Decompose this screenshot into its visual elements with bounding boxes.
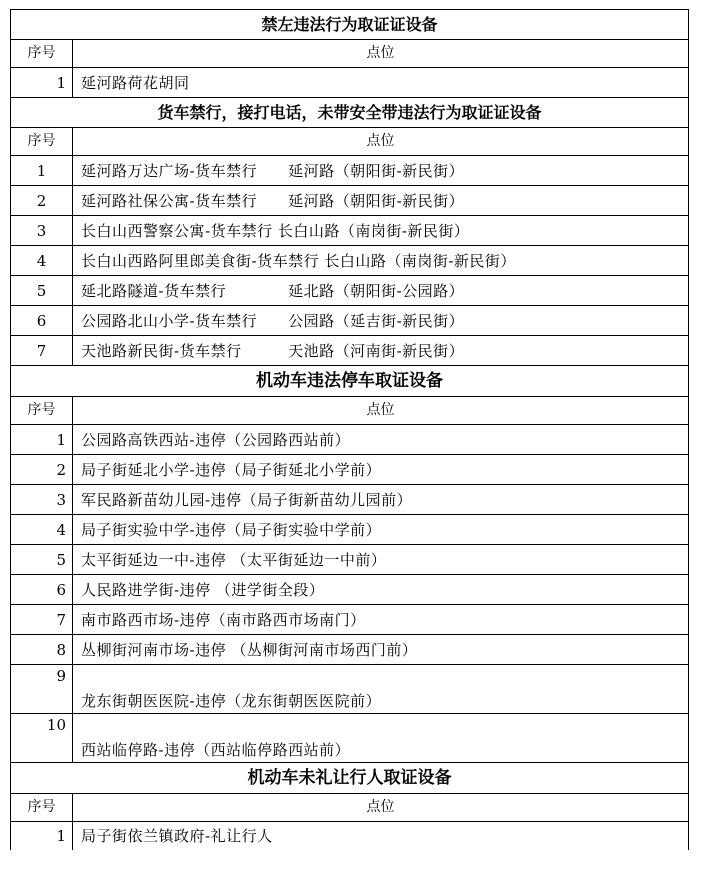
row-location: 长白山西路阿里郎美食街-货车禁行 长白山路（南岗街-新民街）: [73, 246, 689, 276]
table-row: [11, 186, 689, 216]
table-row: [11, 575, 689, 605]
row-location: 西站临停路-违停（西站临停路西站前）: [73, 714, 689, 763]
row-index: 2: [11, 186, 73, 216]
section-title: 货车禁行，接打电话，未带安全带违法行为取证证设备: [11, 98, 689, 128]
row-location: 天池路新民街-货车禁行 天池路（河南街-新民街）: [73, 336, 689, 366]
row-location: 军民路新苗幼儿园-违停（局子街新苗幼儿园前）: [73, 485, 689, 515]
table-row: [11, 822, 689, 851]
row-index: 1: [11, 68, 73, 98]
row-index: 5: [11, 545, 73, 575]
section-title-row: [11, 98, 689, 128]
row-location: 人民路进学街-违停 （进学街全段）: [73, 575, 689, 605]
table-row: [11, 156, 689, 186]
table-row: [11, 216, 689, 246]
table-row: [11, 246, 689, 276]
table-row: [11, 665, 689, 714]
location-header: 点位: [73, 128, 689, 156]
row-index: 3: [11, 485, 73, 515]
row-index: 6: [11, 575, 73, 605]
table-row: [11, 635, 689, 665]
row-index: 2: [11, 455, 73, 485]
row-index: 8: [11, 635, 73, 665]
column-header-row: [11, 128, 689, 156]
row-location: 丛柳街河南市场-违停 （丛柳街河南市场西门前）: [73, 635, 689, 665]
index-header: 序号: [11, 128, 73, 156]
row-index: 10: [11, 714, 73, 763]
row-index: 3: [11, 216, 73, 246]
table-row: [11, 515, 689, 545]
index-header: 序号: [11, 794, 73, 822]
row-index: 9: [11, 665, 73, 714]
row-location: 公园路高铁西站-违停（公园路西站前）: [73, 425, 689, 455]
row-location: 龙东街朝医医院-违停（龙东街朝医医院前）: [73, 665, 689, 714]
table-row: [11, 336, 689, 366]
section-title: 禁左违法行为取证证设备: [11, 10, 689, 40]
table-row: [11, 714, 689, 763]
row-location: 局子街依兰镇政府-礼让行人: [73, 822, 689, 851]
column-header-row: [11, 397, 689, 425]
section-title-row: [11, 10, 689, 40]
row-index: 6: [11, 306, 73, 336]
row-index: 4: [11, 246, 73, 276]
row-index: 7: [11, 605, 73, 635]
location-header: 点位: [73, 40, 689, 68]
row-location: 延北路隧道-货车禁行 延北路（朝阳街-公园路）: [73, 276, 689, 306]
table-row: [11, 276, 689, 306]
row-location: 局子街延北小学-违停（局子街延北小学前）: [73, 455, 689, 485]
table-row: [11, 425, 689, 455]
row-index: 4: [11, 515, 73, 545]
section-title-row: [11, 763, 689, 794]
row-index: 1: [11, 822, 73, 851]
index-header: 序号: [11, 397, 73, 425]
section-title-row: [11, 366, 689, 397]
device-location-table: [10, 9, 689, 850]
location-header: 点位: [73, 397, 689, 425]
row-location: 太平街延边一中-违停 （太平街延边一中前）: [73, 545, 689, 575]
section-title: 机动车未礼让行人取证设备: [11, 763, 689, 794]
table-row: [11, 605, 689, 635]
table-row: [11, 455, 689, 485]
row-location: 局子街实验中学-违停（局子街实验中学前）: [73, 515, 689, 545]
table-row: [11, 68, 689, 98]
location-header: 点位: [73, 794, 689, 822]
row-index: 1: [11, 156, 73, 186]
row-location: 延河路社保公寓-货车禁行 延河路（朝阳街-新民街）: [73, 186, 689, 216]
table-row: [11, 306, 689, 336]
table-row: [11, 485, 689, 515]
row-location: 延河路万达广场-货车禁行 延河路（朝阳街-新民街）: [73, 156, 689, 186]
row-location: 延河路荷花胡同: [73, 68, 689, 98]
column-header-row: [11, 794, 689, 822]
index-header: 序号: [11, 40, 73, 68]
row-index: 1: [11, 425, 73, 455]
row-index: 7: [11, 336, 73, 366]
row-location: 公园路北山小学-货车禁行 公园路（延吉街-新民街）: [73, 306, 689, 336]
column-header-row: [11, 40, 689, 68]
row-location: 长白山西警察公寓-货车禁行 长白山路（南岗街-新民街）: [73, 216, 689, 246]
section-title: 机动车违法停车取证设备: [11, 366, 689, 397]
table-row: [11, 545, 689, 575]
row-location: 南市路西市场-违停（南市路西市场南门）: [73, 605, 689, 635]
row-index: 5: [11, 276, 73, 306]
